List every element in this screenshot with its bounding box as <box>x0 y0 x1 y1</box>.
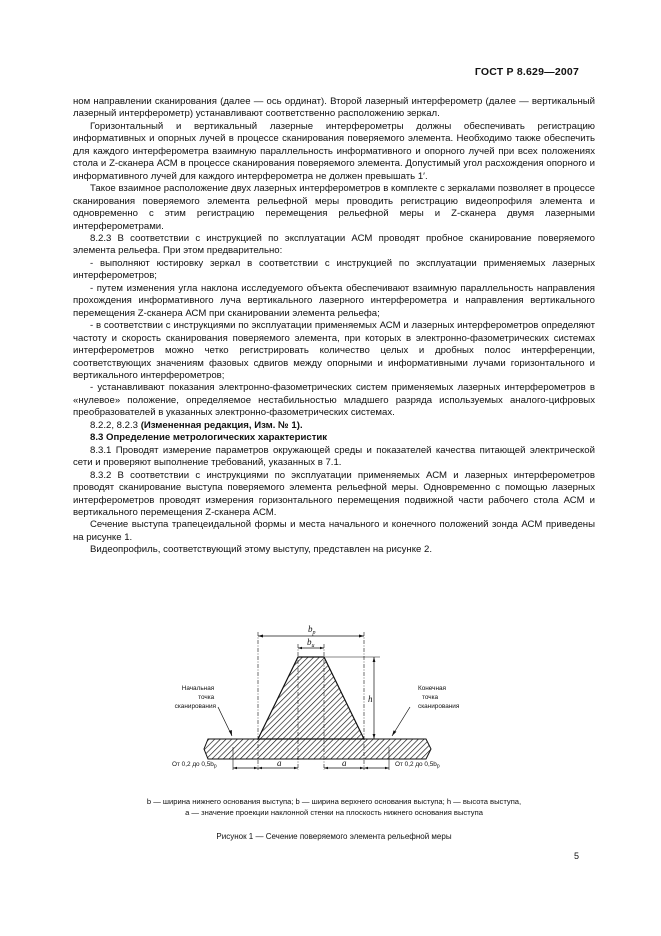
paragraph: 8.3.2 В соответствии с инструкциями по эксплуатации применяемых АСМ и лазерных интерферометров проводят сканирование выступа поверяемого элемента рельефной меры. Одновременно с помощью лазерных интерферометров проводят измерения горизонтального перемещения подвижной части рабочего стола АСМ и вертикального перемещения Z-сканера АСМ. <box>73 469 595 518</box>
dim-bp-label: $b_p$ <box>308 624 316 636</box>
figure-legend <box>73 796 595 818</box>
legend-line-2: a — значение проекции наклонной стенки на плоскость нижнего основания выступа <box>185 808 483 817</box>
legend-line-1: b — ширина нижнего основания выступа; b — ширина верхнего основания выступа; h — высота выступа, <box>146 797 522 806</box>
list-item: - выполняют юстировку зеркал в соответствии с инструкцией по эксплуатации применяемых лазерных интерферометров; <box>73 257 595 282</box>
trapezoid-section <box>258 657 364 739</box>
list-item: - путем изменения угла наклона исследуемого объекта обеспечивают взаимную параллельность направления прохождения информативного луча вертикального лазерного интерферометра и направления вертикального перемещения Z-сканера АСМ при сканировании элемента рельефа; <box>73 282 595 319</box>
list-item: - в соответствии с инструкциями по эксплуатации применяемых АСМ и лазерных интерферометров определяют частоту и скорость сканирования поверяемого элемента, при которых в электронно-фазометрических системах интерферометров можно четко регистрировать количество целых и дробных полос интерференции, соответствующих значениям фазовых сдвигов между опорными и информативными лучами горизонтального и вертикального интерферометров; <box>73 320 595 381</box>
page-number: 5 <box>573 851 579 861</box>
paragraph: Такое взаимное расположение двух лазерных интерферометров в комплекте с зеркалами позволяет в процессе сканирования поверяемого элемента рельефной меры проводить регистрацию видеопрофиля элемента и одновременно с этим регистрацию перемещения рельефной меры и Z-сканера двумя лазерными интерферометрами. <box>73 183 595 232</box>
range-right-label: От 0,2 до $0,5b_p$ <box>395 761 440 770</box>
label-start-point: Начальная точка сканирования <box>174 685 216 710</box>
amendment-label: (Измененная редакция, Изм. № 1). <box>140 419 303 431</box>
list-item: - устанавливают показания электронно-фазометрических систем применяемых лазерных интерферометров в «нулевое» положение, определяемое нестабильностью младшего разряда используемых аналого-цифровых преобразователей в указанных электронно-фазометрических системах. <box>73 382 595 419</box>
document-header: ГОСТ Р 8.629—2007 <box>474 66 579 78</box>
paragraph: Сечение выступа трапецеидальной формы и места начального и конечного положений зонда АСМ приведены на рисунке 1. <box>73 519 595 543</box>
paragraph: ном направлении сканирования (далее — ось ординат). Второй лазерный интерферометр (далее — вертикальный лазерный интерферометр) устанавливают соответственно расположению зеркал. <box>73 96 595 120</box>
dim-bu-label: $b_u$ <box>307 637 315 649</box>
paragraph: 8.3.1 Проводят измерение параметров окружающей среды и показателей качества питающей электрической сети и проверяют выполнение требований, указанных в 7.1. <box>73 444 595 469</box>
dim-h-label: h <box>368 694 373 704</box>
range-left-label: От 0,2 до $0,5b_p$ <box>172 761 217 770</box>
body-text <box>73 96 595 557</box>
section-title: 8.3 Определение метрологических характеристик <box>90 432 328 444</box>
paragraph: Видеопрофиль, соответствующий этому выступу, представлен на рисунке 2. <box>90 544 433 556</box>
amendment-note <box>73 420 595 432</box>
amendment-ref: 8.2.2, 8.2.3 <box>90 419 139 431</box>
paragraph: 8.2.3 В соответствии с инструкцией по эксплуатации АСМ проводят пробное сканирование поверяемого элемента рельефа. При этом предварительно: <box>73 232 595 257</box>
figure-1-cross-section <box>172 612 460 787</box>
substrate-section <box>204 739 431 759</box>
label-end-point: Конечная точка сканирования <box>418 685 460 710</box>
dim-a-left-label: a <box>277 758 282 768</box>
figure-caption: Рисунок 1 — Сечение поверяемого элемента рельефной меры <box>216 832 452 841</box>
paragraph: Горизонтальный и вертикальный лазерные интерферометры должны обеспечивать регистрацию информативных и опорных лучей в процессе сканирования поверяемого элемента. Необходимо также обеспечить для каждого интерферометра взаимную параллельность информативного и опорного лучей при всех положениях стола и Z-сканера АСМ в процессе сканирования поверяемого элемента. Допустимый угол расхождения опорного и информативного лучей для каждого интерферометра не должен превышать 1′. <box>73 120 595 182</box>
dim-a-right-label: a <box>342 758 347 768</box>
